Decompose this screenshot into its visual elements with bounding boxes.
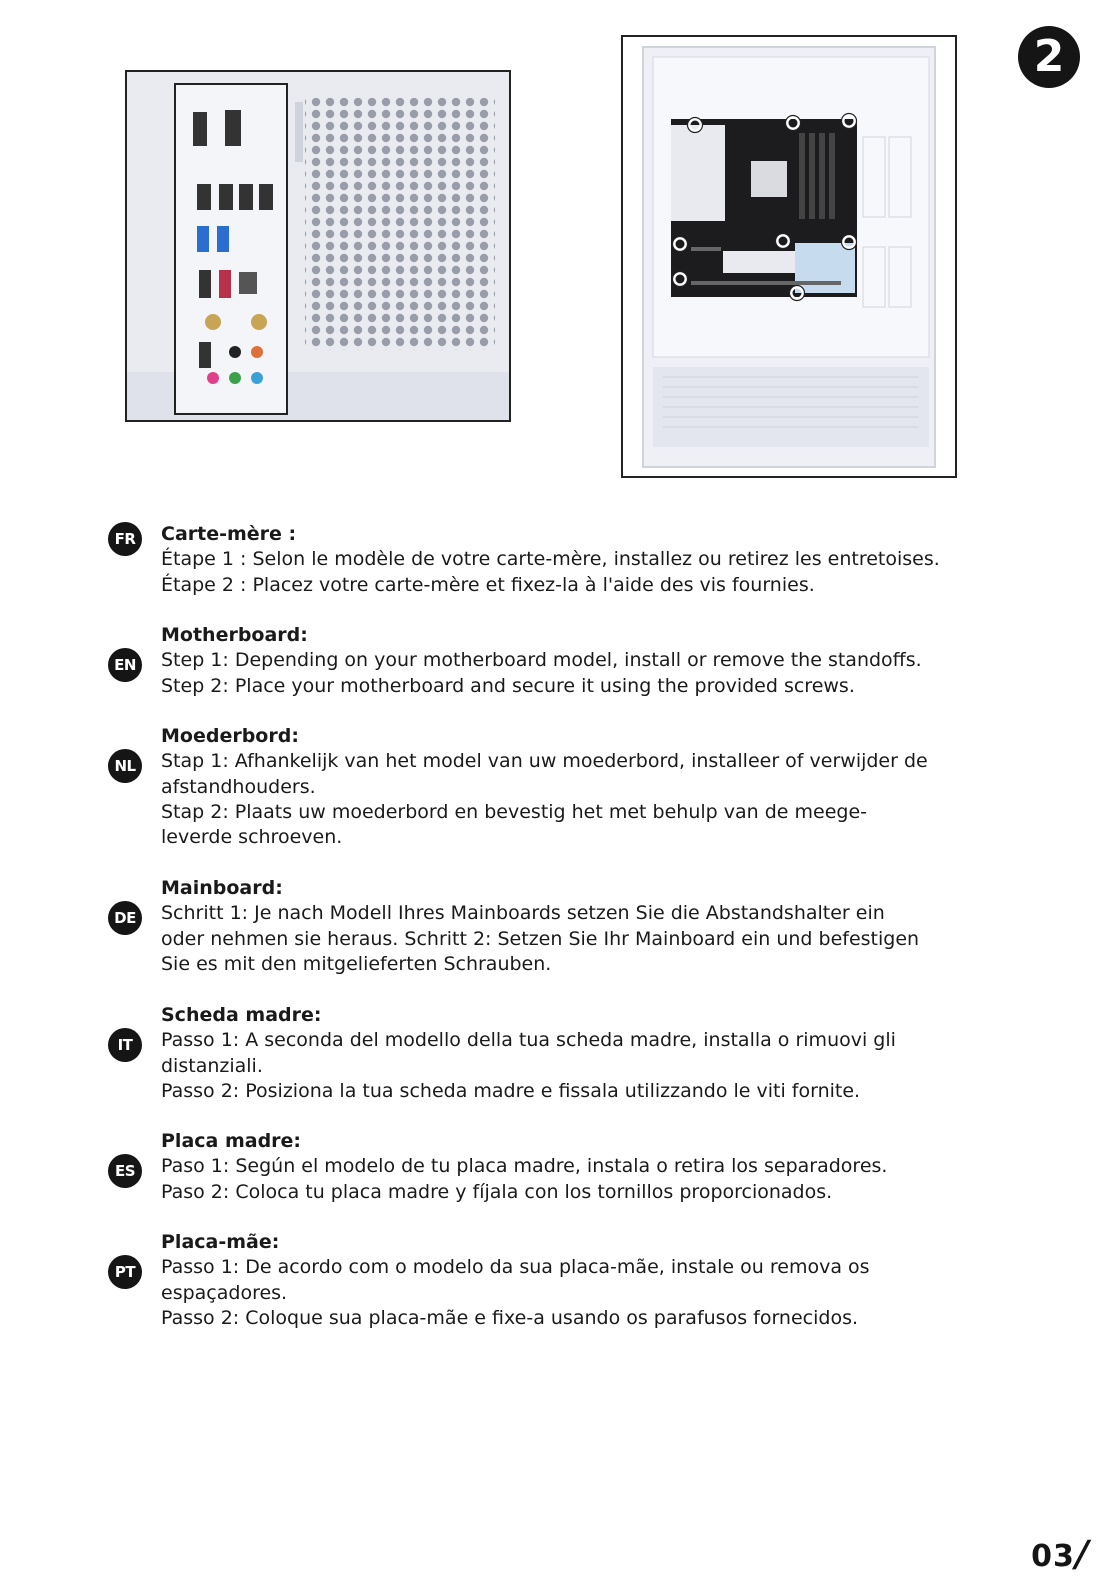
section-line: espaçadores. — [161, 1281, 288, 1304]
case-motherboard-photo — [621, 35, 957, 478]
section-line: Paso 1: Según el modelo de tu placa madre, instala o retira los separadores. — [161, 1155, 888, 1178]
page-number — [1031, 1534, 1094, 1575]
page-number-value: 03 — [1031, 1539, 1075, 1574]
section-line: Paso 2: Coloca tu placa madre y fíjala con los tornillos proporcionados. — [161, 1180, 833, 1203]
section-title: Placa-mãe: — [161, 1231, 280, 1253]
section-line: afstandhouders. — [161, 775, 316, 798]
language-badge-de: DE — [108, 901, 142, 935]
section-line: oder nehmen sie heraus. Schritt 2: Setzen Sie Ihr Mainboard ein und befestigen — [161, 927, 920, 950]
step-number-badge: 2 — [1018, 26, 1080, 88]
section-title: Mainboard: — [161, 877, 283, 899]
section-title: Motherboard: — [161, 624, 308, 646]
section-line: Step 1: Depending on your motherboard model, install or remove the standoffs. — [161, 649, 922, 672]
section-line: Passo 2: Coloque sua placa-mãe e fixe-a usando os parafusos fornecidos. — [161, 1306, 859, 1329]
section-line: distanziali. — [161, 1054, 263, 1077]
section-line: Étape 1 : Selon le modèle de votre carte-mère, installez ou retirez les entretoises. — [161, 548, 940, 571]
section-title: Scheda madre: — [161, 1004, 322, 1026]
section-line: Step 2: Place your motherboard and secure it using the provided screws. — [161, 674, 855, 697]
section-line: Schritt 1: Je nach Modell Ihres Mainboards setzen Sie die Abstandshalter ein — [161, 902, 885, 925]
language-badge-nl: NL — [108, 749, 142, 783]
language-badge-fr: FR — [108, 522, 142, 556]
section-line: Passo 2: Posiziona la tua scheda madre e fissala utilizzando le viti fornite. — [161, 1079, 861, 1102]
language-badge-it: IT — [108, 1028, 142, 1062]
io-shield-photo — [125, 70, 511, 422]
language-badge-es: ES — [108, 1154, 142, 1188]
section-line: Étape 2 : Placez votre carte-mère et fixez-la à l'aide des vis fournies. — [161, 573, 815, 596]
section-line: Passo 1: A seconda del modello della tua scheda madre, installa o rimuovi gli — [161, 1029, 896, 1052]
section-line: Stap 1: Afhankelijk van het model van uw moederbord, installeer of verwijder de — [161, 750, 928, 773]
language-badge-pt: PT — [108, 1255, 142, 1289]
language-badge-en: EN — [108, 648, 142, 682]
section-line: Stap 2: Plaats uw moederbord en bevestig het met behulp van de meege- — [161, 800, 868, 823]
section-title: Moederbord: — [161, 725, 299, 747]
section-line: Passo 1: De acordo com o modelo da sua placa-mãe, instale ou remova os — [161, 1256, 870, 1279]
page-number-mark: / — [1070, 1534, 1094, 1575]
section-line: leverde schroeven. — [161, 826, 343, 849]
section-title: Carte-mère : — [161, 523, 297, 545]
section-title: Placa madre: — [161, 1130, 302, 1152]
section-line: Sie es mit den mitgelieferten Schrauben. — [161, 952, 552, 975]
